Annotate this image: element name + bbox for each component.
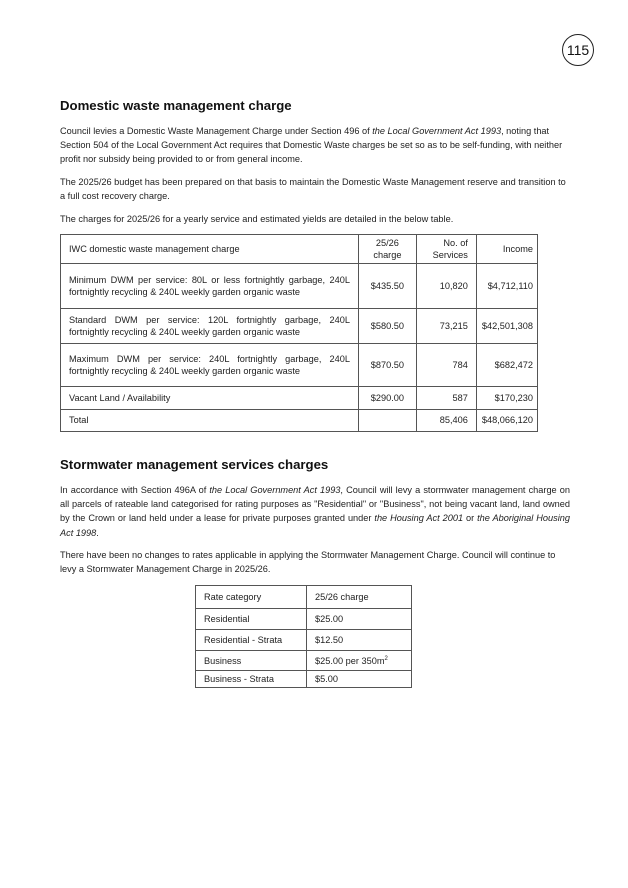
table-header-row [196,586,412,609]
dwm-charges-table [60,234,538,432]
row-services: 10,820 [416,264,476,309]
header-charge: 25/26 charge [307,586,412,609]
total-services: 85,406 [416,410,476,432]
header-income: Income [476,235,537,264]
dwm-paragraph-1: Council levies a Domestic Waste Management Charge under Section 496 of the Local Government Act 1993, noting that Section 504 of the Local Government Act requires that Domestic Waste charges be set so as to be self-funding, with neither profit nor subsidy being provided to or from general income. [60,126,563,165]
row-charge: $12.50 [307,630,412,651]
table-row [196,630,412,651]
table-header-row [61,235,538,264]
row-description: Maximum DWM per service: 240L fortnightly garbage, 240L fortnightly recycling & 240L weekly garden organic waste [61,344,359,387]
row-charge: $5.00 [307,671,412,688]
header-charge: 25/26 charge [358,235,416,264]
row-charge: $580.50 [358,309,416,344]
dwm-paragraph-2: The 2025/26 budget has been prepared on that basis to maintain the Domestic Waste Management reserve and transition to a full cost recovery charge. [60,177,566,202]
row-charge: $870.50 [358,344,416,387]
table-row [61,264,538,309]
table-row [196,671,412,688]
stormwater-paragraph-2: There have been no changes to rates applicable in applying the Stormwater Management Charge. Council will continue to levy a Stormwater Management Charge in 2025/26. [60,550,556,575]
row-income: $42,501,308 [476,309,537,344]
table-row [196,651,412,671]
total-label: Total [61,410,359,432]
row-category: Business - Strata [196,671,307,688]
row-charge: $435.50 [358,264,416,309]
row-charge: $290.00 [358,387,416,410]
header-rate-category: Rate category [196,586,307,609]
row-services: 73,215 [416,309,476,344]
total-charge [358,410,416,432]
dwm-heading: Domestic waste management charge [60,98,292,113]
stormwater-charges-table [195,585,412,688]
table-row [196,609,412,630]
row-description: Standard DWM per service: 120L fortnightly garbage, 240L fortnightly recycling & 240L weekly garden organic waste [61,309,359,344]
row-description: Minimum DWM per service: 80L or less fortnightly garbage, 240L fortnightly recycling & 240L weekly garden organic waste [61,264,359,309]
header-services: No. of Services [416,235,476,264]
page-number: 115 [562,34,594,66]
row-category: Business [196,651,307,671]
table-total-row [61,410,538,432]
row-description: Vacant Land / Availability [61,387,359,410]
stormwater-paragraph-1: In accordance with Section 496A of the Local Government Act 1993, Council will levy a stormwater management charge on all parcels of rateable land categorised for rating purposes as "Residential" or "Business", not being vacant land, land owned by the Crown or land held under a lease for private purposes granted under the Housing Act 2001 or the Aboriginal Housing Act 1998. [60,485,570,538]
table-row [61,309,538,344]
dwm-paragraph-3: The charges for 2025/26 for a yearly service and estimated yields are detailed in the below table. [60,214,454,224]
row-services: 587 [416,387,476,410]
row-income: $682,472 [476,344,537,387]
row-income: $170,230 [476,387,537,410]
header-description: IWC domestic waste management charge [61,235,359,264]
table-row [61,344,538,387]
stormwater-heading: Stormwater management services charges [60,457,329,472]
row-category: Residential [196,609,307,630]
row-services: 784 [416,344,476,387]
row-charge: $25.00 [307,609,412,630]
row-income: $4,712,110 [476,264,537,309]
row-charge: $25.00 per $350m^2$ [307,651,412,671]
row-category: Residential - Strata [196,630,307,651]
total-income: $48,066,120 [476,410,537,432]
table-row [61,387,538,410]
